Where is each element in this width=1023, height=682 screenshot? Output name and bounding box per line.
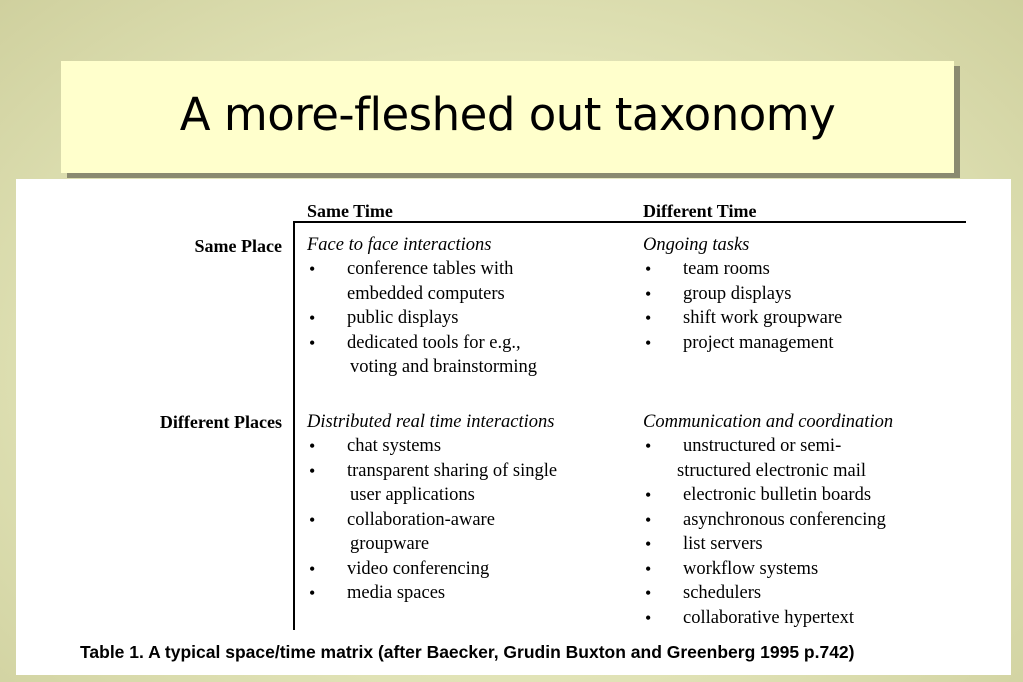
list-item: • shift work groupware	[643, 306, 842, 331]
list-item: • team rooms	[643, 257, 842, 282]
list-item: • list servers	[643, 532, 893, 557]
slide-title: A more-fleshed out taxonomy	[179, 87, 836, 141]
category-label: Ongoing tasks	[643, 235, 750, 255]
list-item: • media spaces	[307, 581, 557, 606]
list-item: • electronic bulletin boards	[643, 483, 893, 508]
list-item: • schedulers	[643, 581, 893, 606]
row-header-rule	[293, 222, 295, 630]
category-label: Communication and coordination	[643, 412, 894, 432]
taxonomy-table-figure	[16, 179, 1011, 675]
cell-same-place-same-time	[307, 233, 537, 380]
table-caption: Table 1. A typical space/time matrix (after Baecker, Grudin Buxton and Greenberg 1995 p.742)	[80, 642, 855, 662]
list-item: • workflow systems	[643, 557, 893, 582]
list-item: • video conferencing	[307, 557, 557, 582]
list-item: • collaboration-aware groupware	[307, 508, 557, 557]
list-item: • conference tables with embedded computers	[307, 257, 537, 306]
category-label: Face to face interactions	[307, 235, 492, 255]
row-header-same-place: Same Place	[194, 236, 282, 256]
list-item: • chat systems	[307, 434, 557, 459]
list-item: • dedicated tools for e.g., voting and brainstorming	[307, 331, 537, 380]
category-label: Distributed real time interactions	[307, 412, 555, 432]
list-item: • public displays	[307, 306, 537, 331]
list-item: • asynchronous conferencing	[643, 508, 893, 533]
header-rule	[293, 221, 966, 223]
col-header-different-time: Different Time	[643, 201, 757, 221]
slide-title-box	[61, 61, 954, 173]
list-item: • group displays	[643, 282, 842, 307]
cell-different-places-different-time	[643, 410, 893, 630]
cell-different-places-same-time	[307, 410, 557, 606]
row-header-different-places: Different Places	[159, 412, 282, 432]
col-header-same-time: Same Time	[307, 201, 393, 221]
list-item: • unstructured or semi- structured electronic mail	[643, 434, 893, 483]
list-item: • collaborative hypertext	[643, 606, 893, 631]
cell-same-place-different-time	[643, 233, 842, 355]
list-item: • transparent sharing of single user applications	[307, 459, 557, 508]
list-item: • project management	[643, 331, 842, 356]
